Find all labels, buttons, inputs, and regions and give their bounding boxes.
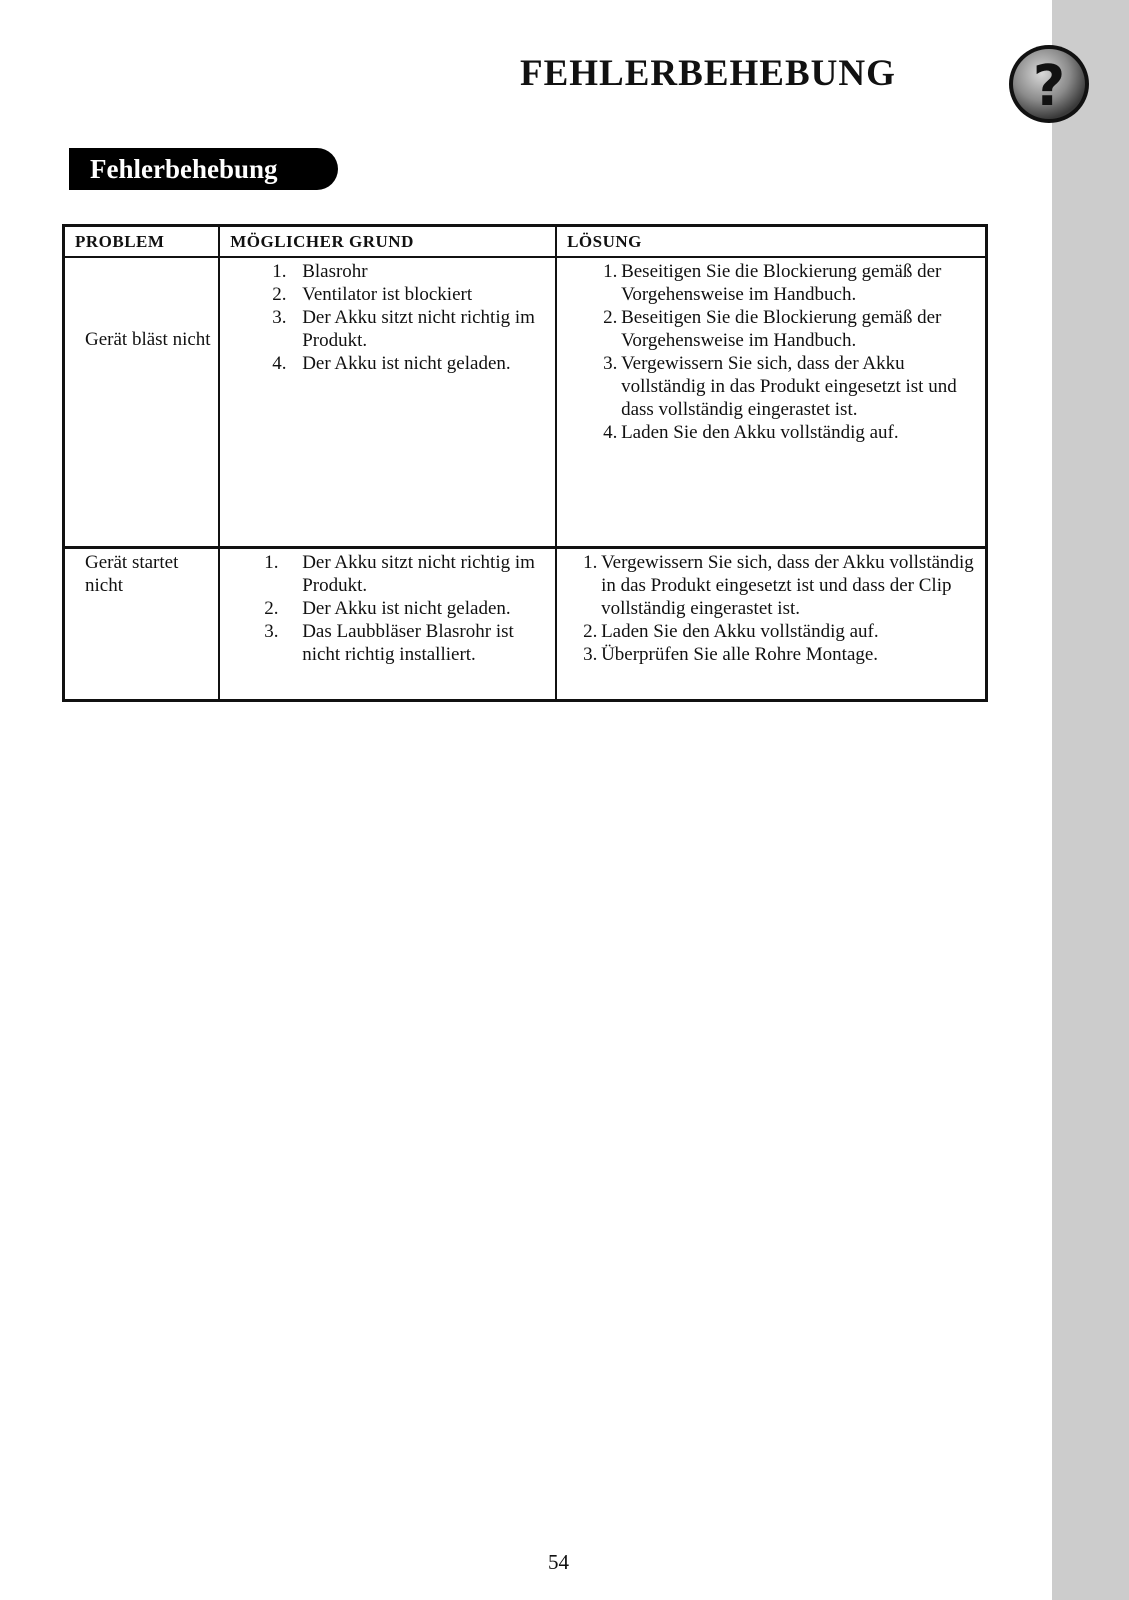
page-title: FEHLERBEHEBUNG [520, 53, 896, 94]
reason-list [220, 551, 555, 666]
solution-cell [556, 548, 986, 701]
troubleshooting-table [62, 224, 988, 702]
list-item: 1. Der Akku sitzt nicht richtig im Produkt. [264, 552, 535, 596]
reason-cell [219, 257, 556, 548]
list-item: 2. Der Akku ist nicht geladen. [264, 598, 511, 619]
section-label: Fehlerbehebung [90, 154, 278, 184]
list-item: 4. Laden Sie den Akku vollständig auf. [603, 422, 899, 443]
problem-text: Gerät startet nicht [85, 552, 179, 596]
header-problem: PROBLEM [64, 226, 220, 258]
list-item: 2. Ventilator ist blockiert [272, 284, 473, 305]
header-reason: MÖGLICHER GRUND [219, 226, 556, 258]
table-row [64, 548, 987, 701]
problem-cell [64, 548, 220, 701]
list-item: 2. Beseitigen Sie die Blockierung gemäß der Vorgehensweise im Handbuch. [603, 307, 942, 351]
reason-cell [219, 548, 556, 701]
problem-text: Gerät bläst nicht [85, 329, 211, 350]
list-item: 3. Das Laubbläser Blasrohr ist nicht richtig installiert. [264, 621, 514, 665]
list-item: 1. Vergewissern Sie sich, dass der Akku vollständig in das Produkt eingesetzt ist und dass der Clip vollständig eingerastet ist. [583, 552, 974, 619]
list-item: 2. Laden Sie den Akku vollständig auf. [583, 621, 879, 642]
solution-list [557, 551, 985, 666]
table-row [64, 257, 987, 548]
solution-list [557, 260, 985, 444]
list-item: 3. Der Akku sitzt nicht richtig im Produkt. [272, 307, 535, 351]
header-solution: LÖSUNG [556, 226, 986, 258]
svg-text:?: ? [1032, 54, 1066, 119]
list-item: 1. Beseitigen Sie die Blockierung gemäß der Vorgehensweise im Handbuch. [603, 261, 942, 305]
problem-cell [64, 257, 220, 548]
solution-cell [556, 257, 986, 548]
list-item: 3. Vergewissern Sie sich, dass der Akku vollständig in das Produkt eingesetzt ist und dass vollständig eingerastet ist. [603, 353, 957, 420]
side-strip [1052, 0, 1129, 1600]
list-item: 1. Blasrohr [272, 261, 368, 282]
section-label-pill [69, 148, 338, 190]
page-number: 54 [548, 1550, 569, 1574]
list-item: 4. Der Akku ist nicht geladen. [272, 353, 511, 374]
list-item: 3. Überprüfen Sie alle Rohre Montage. [583, 644, 879, 665]
question-mark-icon [1006, 42, 1092, 126]
reason-list [220, 260, 555, 375]
